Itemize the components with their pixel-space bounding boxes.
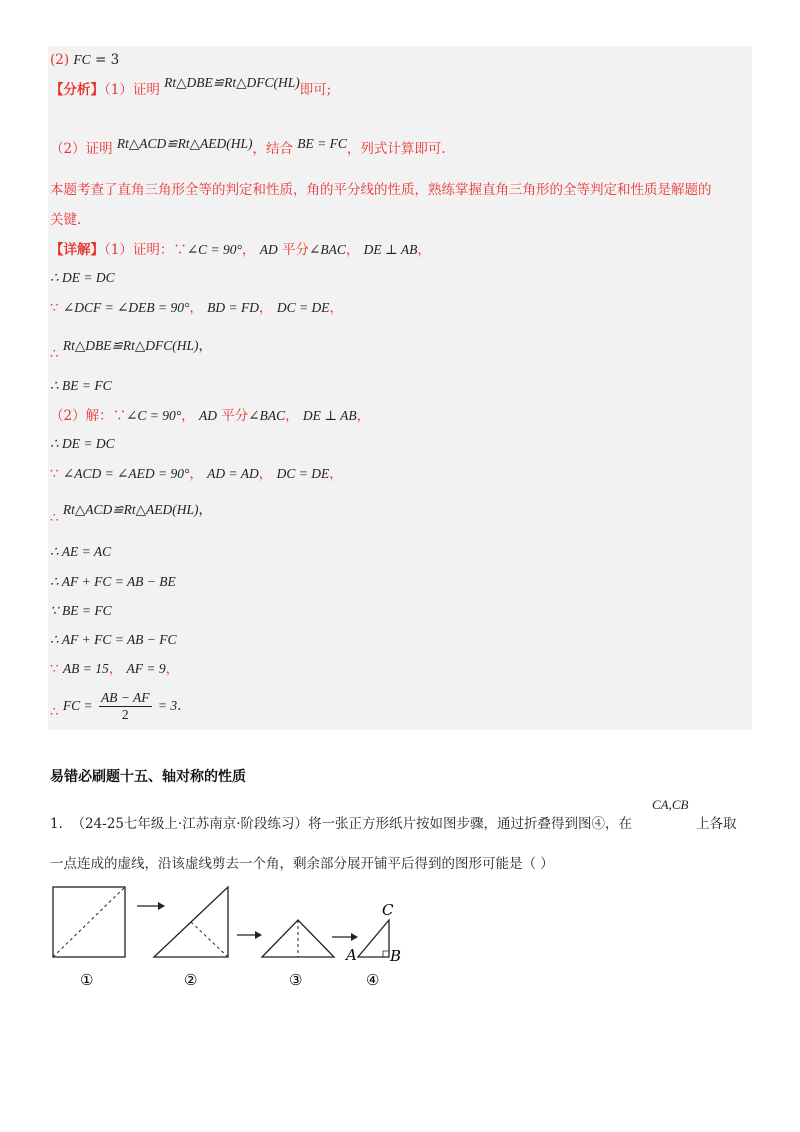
detail-part2-given: （2）解：∵∠C = 90°， AD 平分∠BAC， DE ⊥ AB， xyxy=(50,408,371,424)
arrow-3-head xyxy=(351,933,358,941)
figure-label-2: ② xyxy=(184,971,198,989)
question-math-ca-cb: CA,CB xyxy=(652,797,689,812)
figure-label-3: ③ xyxy=(289,971,303,989)
detail-step-2: ∵ ∠DCF = ∠DEB = 90°， BD = FD， DC = DE， xyxy=(50,300,343,316)
figure-label-4: ④ xyxy=(366,971,380,989)
folding-figures xyxy=(40,880,420,990)
summary-line-1: 本题考查了直角三角形全等的判定和性质，角的平分线的性质，熟练掌握直角三角形的全等判定和性质是解题的 xyxy=(50,182,712,198)
figure-4-triangle xyxy=(358,920,389,957)
detail-t4: ∴ AE = AC xyxy=(50,544,112,559)
detail-t6: ∵ BE = FC xyxy=(50,603,112,618)
fraction: $\frac{AB - AF}{2}$ xyxy=(100,690,150,722)
analysis-line-2: （2）证明 Rt△ACD≌Rt△AED(HL)，结合 BE = FC，列式计算即可. xyxy=(50,136,446,157)
detail-step-1: ∴ DE = DC xyxy=(50,270,115,285)
arrow-1-head xyxy=(158,902,165,910)
section-title: 易错必刷题十五、轴对称的性质 xyxy=(50,769,246,785)
question-line-1: 1. （24-25七年级上·江苏南京·阶段练习）将一张正方形纸片按如图步骤，通过折叠得到图④，在 xyxy=(50,816,632,832)
figure-label-1: ① xyxy=(80,971,94,989)
detail-t2: ∵ ∠ACD = ∠AED = 90°， AD = AD， DC = DE， xyxy=(50,466,343,482)
detail-t8: ∵ AB = 15， AF = 9， xyxy=(50,661,180,677)
detail-t5: ∴ AF + FC = AB − BE xyxy=(50,574,176,589)
point-label-c: C xyxy=(382,901,394,919)
question-line-1-end: 上各取 xyxy=(696,816,737,832)
summary-line-2: 关键. xyxy=(50,212,82,228)
detail-tag: 【详解】 xyxy=(50,242,104,258)
detail-part1-given: 【详解】（1）证明：∵∠C = 90°， AD 平分∠BAC， DE ⊥ AB， xyxy=(50,242,431,258)
point-label-b: B xyxy=(390,947,402,965)
detail-step-3: ∴ Rt△DBE≌Rt△DFC(HL)， xyxy=(50,338,212,362)
arrow-2-head xyxy=(255,931,262,939)
point-label-a: A xyxy=(346,946,357,964)
figure-4-right-angle xyxy=(383,951,389,957)
analysis-tag: 【分析】 xyxy=(50,82,104,98)
figure-2-fold-line xyxy=(191,922,228,957)
analysis-line-1: 【分析】（1）证明 Rt△DBE≌Rt△DFC(HL)即可; xyxy=(50,75,332,98)
detail-t1: ∴ DE = DC xyxy=(50,436,115,451)
question-line-2: 一点连成的虚线，沿该虚线剪去一个角，剩余部分展开铺平后得到的图形可能是（ ） xyxy=(50,856,554,872)
figure-1-fold-line xyxy=(53,887,125,957)
detail-t3: ∴ Rt△ACD≌Rt△AED(HL)， xyxy=(50,502,212,526)
detail-t9: ∴ FC = $\frac{AB - AF}{2}$ = 3. xyxy=(50,690,182,722)
detail-step-4: ∴ BE = FC xyxy=(50,378,112,393)
detail-t7: ∴ AF + FC = AB − FC xyxy=(50,632,177,647)
part2-result: (2) FC = 3 xyxy=(50,52,120,68)
